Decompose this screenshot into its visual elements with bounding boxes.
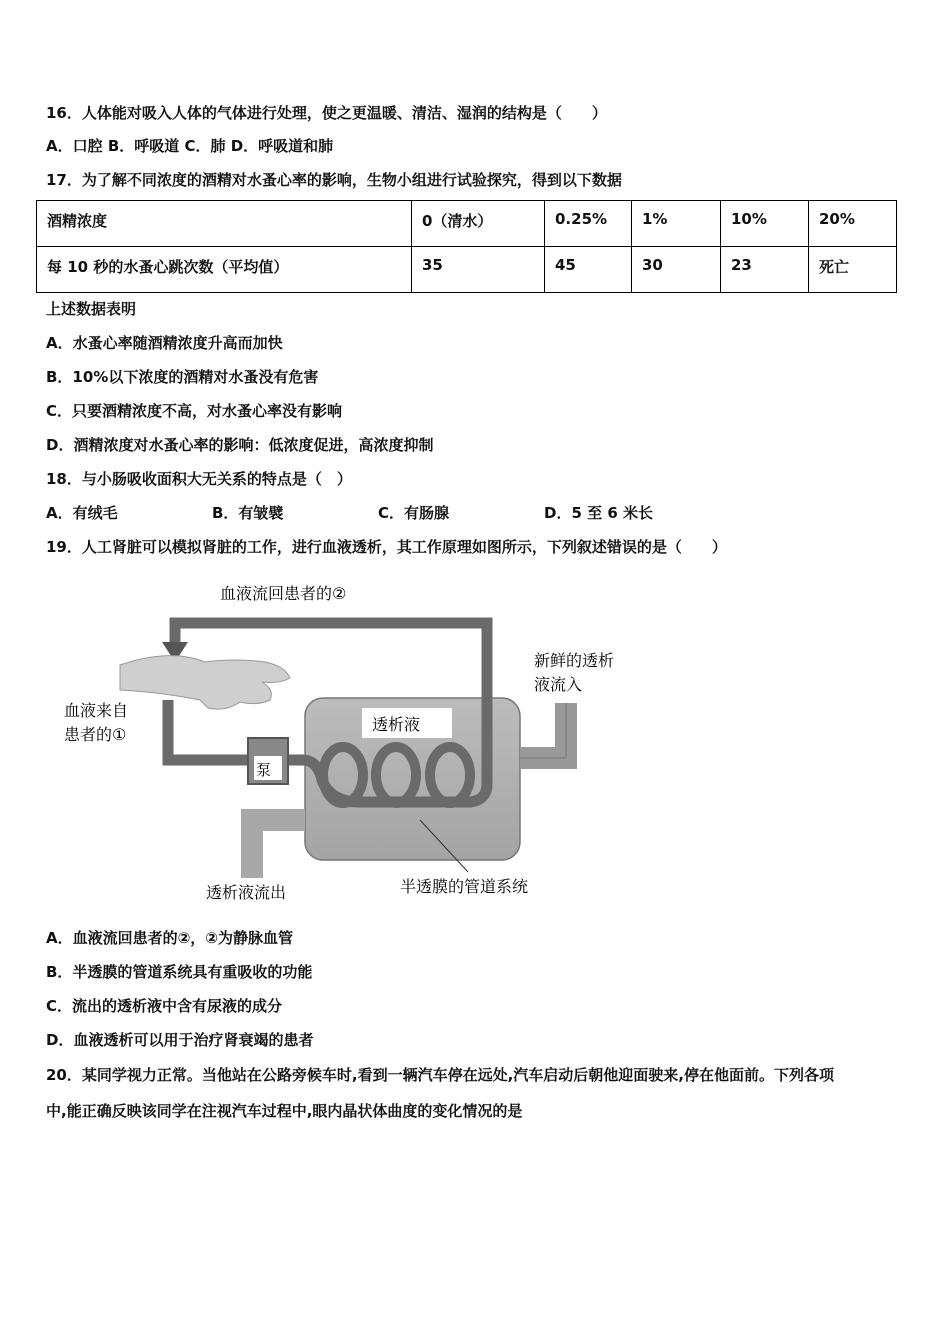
q17-data-table bbox=[36, 200, 897, 293]
table-cell: 35 bbox=[412, 247, 545, 293]
q17-option-d: D．酒精浓度对水蚤心率的影响：低浓度促进，高浓度抑制 bbox=[46, 436, 434, 454]
q18-option-c: C．有肠腺 bbox=[378, 504, 450, 522]
table-cell: 死亡 bbox=[809, 247, 897, 293]
table-row bbox=[37, 247, 897, 293]
q18-options bbox=[46, 502, 653, 524]
q18-option-a: A．有绒毛 bbox=[46, 504, 118, 522]
outflow-label: 透析液流出 bbox=[206, 883, 287, 902]
q19-stem: 19．人工肾脏可以模拟肾脏的工作，进行血液透析，其工作原理如图所示，下列叙述错误的是（ ） bbox=[46, 538, 727, 556]
table-cell: 10% bbox=[721, 201, 809, 247]
inflow-tube bbox=[168, 700, 248, 760]
q16-stem: 16．人体能对吸入人体的气体进行处理，使之更温暖、清洁、湿润的结构是（ ） bbox=[46, 104, 607, 122]
q18-stem: 18．与小肠吸收面积大无关系的特点是（ ） bbox=[46, 470, 352, 488]
q19-option-b: B．半透膜的管道系统具有重吸收的功能 bbox=[46, 963, 313, 981]
table-cell: 23 bbox=[721, 247, 809, 293]
table-cell: 1% bbox=[632, 201, 721, 247]
left-label-line1: 血液来自 bbox=[64, 701, 129, 720]
q16-options: A．口腔 B．呼吸道 C．肺 D．呼吸道和肺 bbox=[46, 137, 334, 155]
q20-stem-line1: 20．某同学视力正常。当他站在公路旁候车时,看到一辆汽车停在远处,汽车启动后朝他迎面驶来,停在他面前。下列各项 bbox=[46, 1066, 834, 1084]
q19-option-c: C．流出的透析液中含有尿液的成分 bbox=[46, 997, 283, 1015]
dialysis-diagram bbox=[0, 570, 950, 910]
q19-option-a: A．血液流回患者的②，②为静脉血管 bbox=[46, 929, 294, 947]
table-cell: 0（清水） bbox=[412, 201, 545, 247]
q18-option-d: D．5 至 6 米长 bbox=[544, 504, 653, 522]
q17-lead: 上述数据表明 bbox=[46, 300, 137, 318]
q18-option-b: B．有皱襞 bbox=[212, 504, 284, 522]
outflow-pipe bbox=[252, 820, 305, 878]
inflow-label-line1: 新鲜的透析 bbox=[534, 651, 615, 670]
pump-label: 泵 bbox=[256, 761, 272, 779]
top-label: 血液流回患者的② bbox=[220, 584, 347, 603]
table-row bbox=[37, 201, 897, 247]
q17-option-c: C．只要酒精浓度不高，对水蚤心率没有影响 bbox=[46, 402, 343, 420]
inflow-pipe bbox=[520, 703, 566, 758]
q20-stem-line2: 中,能正确反映该同学在注视汽车过程中,眼内晶状体曲度的变化情况的是 bbox=[46, 1102, 523, 1120]
table-cell: 30 bbox=[632, 247, 721, 293]
table-cell: 0.25% bbox=[545, 201, 632, 247]
q17-option-a: A．水蚤心率随酒精浓度升高而加快 bbox=[46, 334, 283, 352]
q19-option-d: D．血液透析可以用于治疗肾衰竭的患者 bbox=[46, 1031, 314, 1049]
table-cell: 每 10 秒的水蚤心跳次数（平均值） bbox=[37, 247, 412, 293]
tank-label: 透析液 bbox=[372, 715, 421, 734]
table-cell: 酒精浓度 bbox=[37, 201, 412, 247]
q17-option-b: B．10%以下浓度的酒精对水蚤没有危害 bbox=[46, 368, 319, 386]
table-cell: 20% bbox=[809, 201, 897, 247]
q17-stem: 17．为了解不同浓度的酒精对水蚤心率的影响，生物小组进行试验探究，得到以下数据 bbox=[46, 171, 622, 189]
table-cell: 45 bbox=[545, 247, 632, 293]
inflow-label-line2: 液流入 bbox=[534, 675, 583, 694]
hand-illustration bbox=[120, 656, 290, 709]
left-label-line2: 患者的① bbox=[64, 725, 127, 744]
membrane-label: 半透膜的管道系统 bbox=[400, 877, 529, 896]
